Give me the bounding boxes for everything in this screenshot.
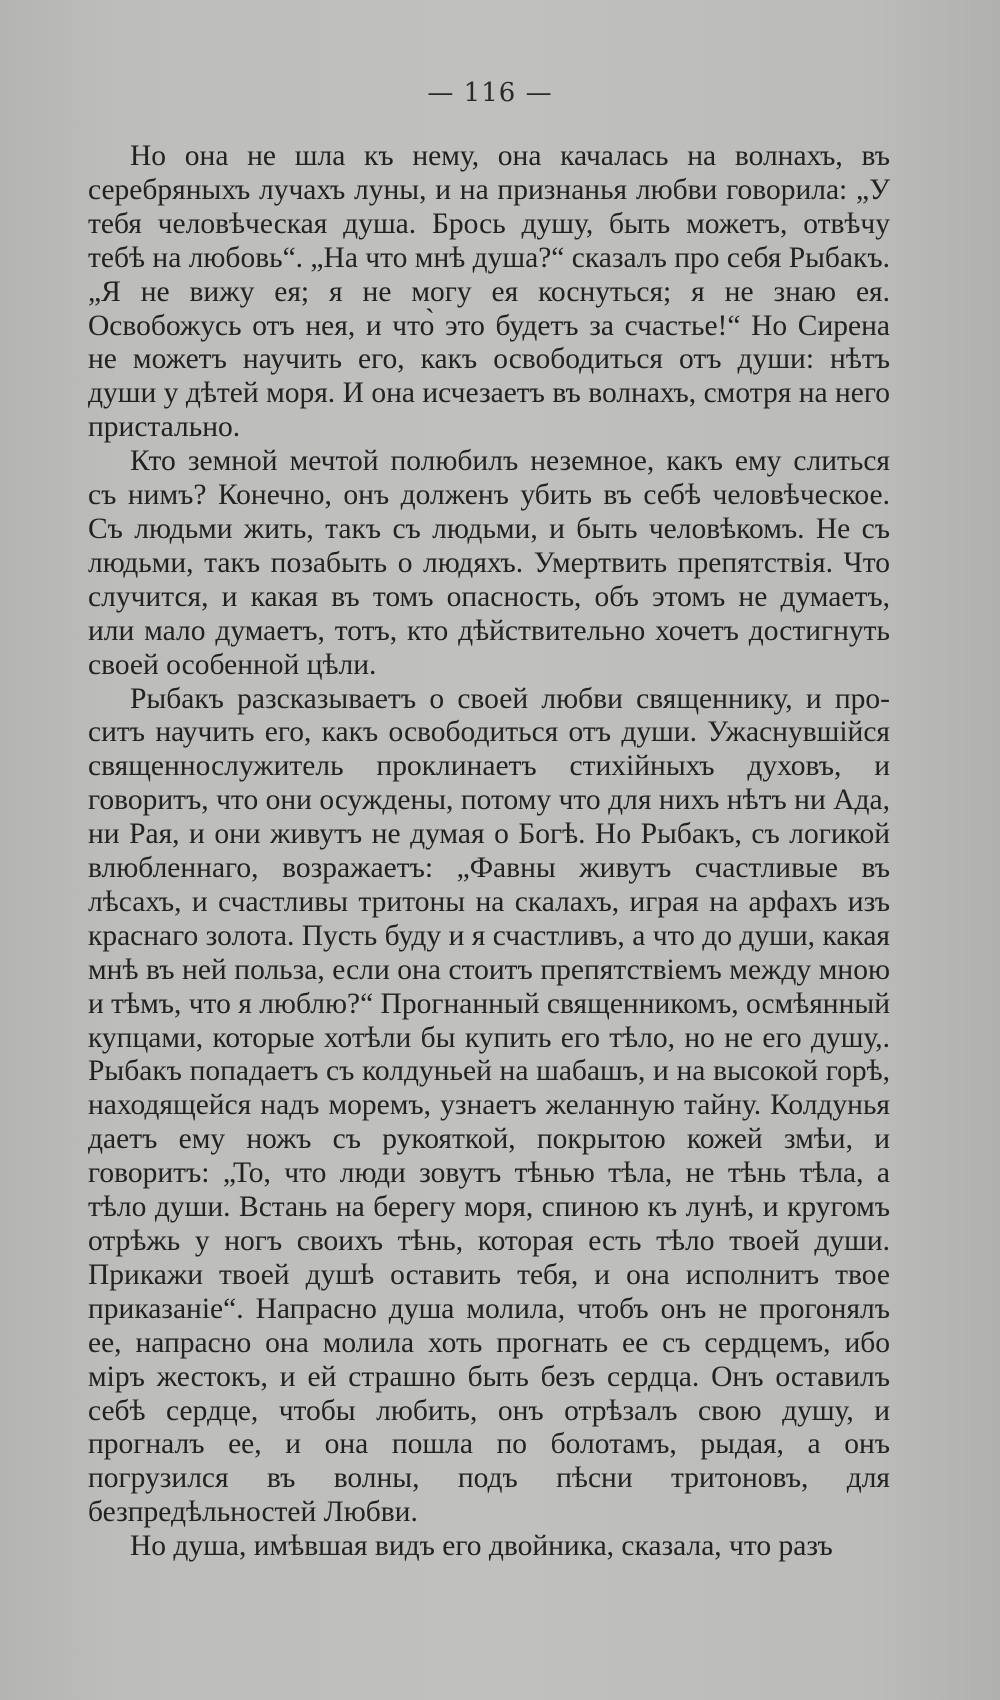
paragraph-1: Но она не шла къ нему, она качалась на волнахъ, въ серебряныхъ лучахъ луны, и на признанья любви говорила: „У тебя человѣческая душа. Брось душу, быть можетъ, отвѣчу тебѣ на любовь“. „На что мнѣ душа?“ сказалъ про себя Рыбакъ. „Я не вижу ея; я не могу ея коснуться; я не знаю ея. Освобожусь отъ нея, и что̀ это будетъ за счастье!“ Но Сирена не можетъ научить его, какъ освободиться отъ души: нѣтъ души у дѣтей моря. И она исчезаетъ въ волнахъ, смотря на него пристально. [88, 140, 890, 444]
body-text [88, 140, 890, 1564]
paragraph-3: Рыбакъ разсказываетъ о своей любви священнику, и проситъ научить его, какъ освободиться отъ души. Ужаснувшійся священнослужитель проклинаетъ стихійныхъ духовъ, и говоритъ, что они осуждены, потому что для нихъ нѣтъ ни Ада, ни Рая, и они живутъ не думая о Богѣ. Но Рыбакъ, съ логикой влюбленнаго, возражаетъ: „Фавны живутъ счастливые въ лѣсахъ, и счастливы тритоны на скалахъ, играя на арфахъ изъ краснаго золота. Пусть буду и я счастливъ, а что до души, какая мнѣ въ ней польза, если она стоитъ препятствіемъ между мною и тѣмъ, что я люблю?“ Прогнанный священникомъ, осмѣянный купцами, которые хотѣли бы купить его тѣло, но не его душу,. Рыбакъ попадаетъ съ колдуньей на шабашъ, и на высокой горѣ, находящейся надъ моремъ, узнаетъ желанную тайну. Колдунья даетъ ему ножъ съ рукояткой, покрытою кожей змѣи, и говоритъ: „То, что люди зовутъ тѣнью тѣла, не тѣнь тѣла, а тѣло души. Встань на берегу моря, спиною къ лунѣ, и кругомъ отрѣжь у ногъ своихъ тѣнь, которая есть тѣло твоей души. Прикажи твоей душѣ оставить тебя, и она исполнитъ твое приказаніе“. Напрасно душа молила, чтобъ онъ не прогонялъ ее, напрасно она молила хоть прогнать ее съ сердцемъ, ибо міръ жестокъ, и ей страшно быть безъ сердца. Онъ оставилъ себѣ сердце, чтобы любить, онъ отрѣзалъ свою душу, и прогналъ ее, и она пошла по болотамъ, рыдая, а онъ погрузился въ волны, подъ пѣсни тритоновъ, для безпредѣльностей Любви. [88, 682, 890, 1529]
paragraph-2: Кто земной мечтой полюбилъ неземное, какъ ему слиться съ нимъ? Конечно, онъ долженъ убить въ себѣ человѣческое. Съ людьми жить, такъ съ людьми, и быть человѣкомъ. Не съ людьми, такъ позабыть о людяхъ. Умертвить препятствія. Что случится, и какая въ томъ опасность, объ этомъ не думаетъ, или мало думаетъ, тотъ, кто дѣйствительно хочетъ достигнуть своей особенной цѣли. [88, 445, 890, 681]
paragraph-4: Но душа, имѣвшая видъ его двойника, сказала, что разъ [130, 1530, 833, 1563]
page-number: — 116 — [427, 78, 553, 108]
